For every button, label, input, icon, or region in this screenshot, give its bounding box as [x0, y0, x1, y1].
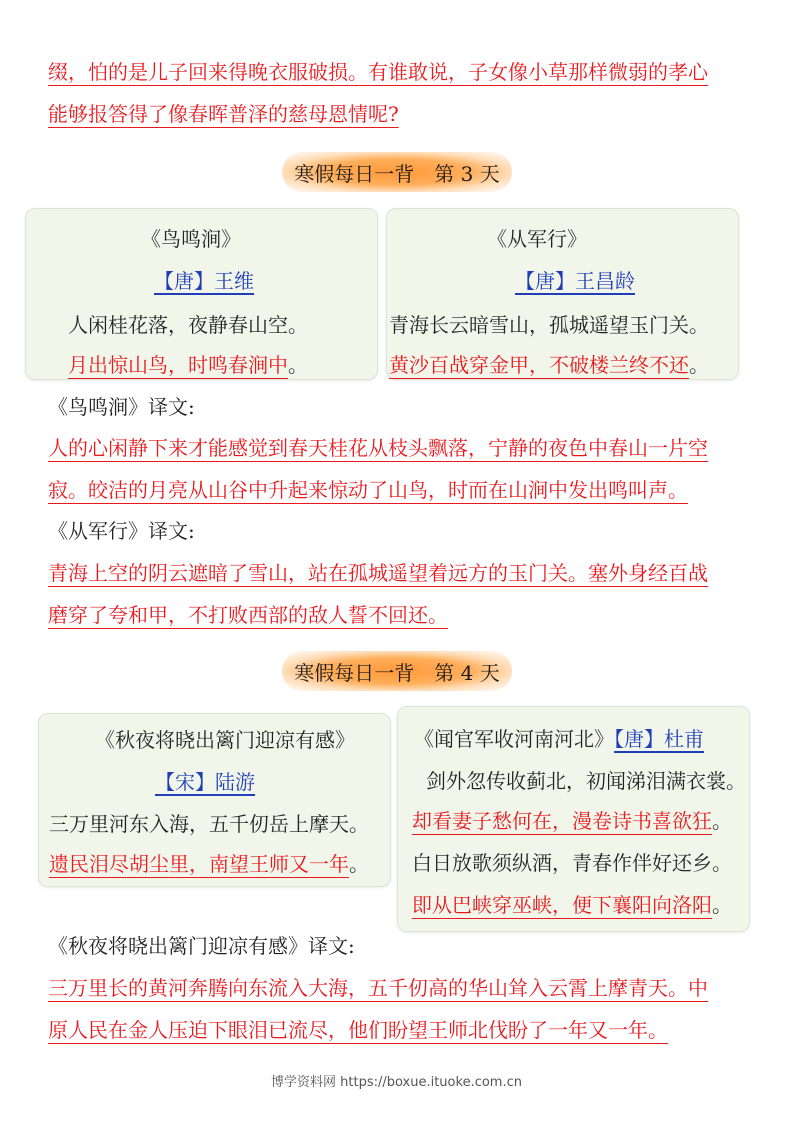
poem-line-recite: 月出惊山鸟，时鸣春涧中。 — [68, 353, 308, 377]
translation-line: 青海上空的阴云遮暗了雪山，站在孤城遥望着远方的玉门关。塞外身经百战 — [48, 561, 708, 585]
poem-author: 【唐】王维 — [154, 269, 254, 293]
translation-line: 寂。皎洁的月亮从山谷中升起来惊动了山鸟，时而在山涧中发出鸣叫声。 — [48, 478, 688, 502]
translation-line: 磨穿了夸和甲，不打败西部的敌人誓不回还。 — [48, 603, 448, 627]
translation-line: 原人民在金人压迫下眼泪已流尽，他们盼望王师北伐盼了一年又一年。 — [48, 1018, 668, 1042]
translation-label: 《鸟鸣涧》译文: — [48, 395, 195, 419]
intro-line-2: 能够报答得了像春晖普泽的慈母恩情呢? — [48, 102, 399, 126]
day4-header-day: 第 4 天 — [434, 660, 500, 685]
intro-line-1: 缀，怕的是儿子回来得晚衣服破损。有谁敢说，子女像小草那样微弱的孝心 — [48, 60, 708, 84]
day3-header-title: 寒假每日一背 — [294, 161, 415, 186]
poem-line: 白日放歌须纵酒，青春作伴好还乡。 — [412, 851, 732, 875]
poem-line: 青海长云暗雪山，孤城遥望玉门关。 — [389, 313, 709, 337]
poem-line: 三万里河东入海，五千仞岳上摩天。 — [49, 812, 369, 836]
poem-title: 《闻官军收河南河北》 — [414, 727, 614, 751]
poem-card-congjunxing — [386, 208, 739, 380]
translation-line: 三万里长的黄河奔腾向东流入大海，五千仞高的华山耸入云霄上摩青天。中 — [48, 976, 708, 1000]
day3-header-day: 第 3 天 — [434, 161, 500, 186]
page-footer: 博学资料网 https://boxue.ituoke.com.cn — [271, 1075, 522, 1090]
translation-label: 《秋夜将晓出篱门迎凉有感》译文: — [48, 934, 355, 958]
day4-header — [282, 651, 512, 691]
poem-title: 《秋夜将晓出篱门迎凉有感》 — [95, 728, 355, 752]
poem-line-recite: 却看妻子愁何在，漫卷诗书喜欲狂。 — [412, 809, 732, 833]
translation-line: 人的心闲静下来才能感觉到春天桂花从枝头飘落，宁静的夜色中春山一片空 — [48, 436, 708, 460]
poem-line-recite: 即从巴峡穿巫峡，便下襄阳向洛阳。 — [412, 893, 732, 917]
poem-line: 剑外忽传收蓟北，初闻涕泪满衣裳。 — [426, 769, 746, 793]
poem-author: 【宋】陆游 — [155, 770, 255, 794]
poem-title: 《鸟鸣涧》 — [141, 227, 241, 251]
poem-line: 人闲桂花落，夜静春山空。 — [68, 313, 308, 337]
poem-author: 【唐】王昌龄 — [515, 269, 635, 293]
day3-header — [282, 152, 512, 192]
translation-label: 《从军行》译文: — [48, 519, 195, 543]
poem-line-recite: 黄沙百战穿金甲，不破楼兰终不还。 — [389, 353, 709, 377]
poem-card-wenguanjun — [397, 706, 750, 932]
poem-title: 《从军行》 — [487, 227, 587, 251]
poem-author: 【唐】杜甫 — [614, 727, 704, 751]
poem-card-niaomingjian — [25, 208, 378, 380]
day4-header-title: 寒假每日一背 — [294, 660, 415, 685]
poem-line-recite: 遗民泪尽胡尘里，南望王师又一年。 — [49, 852, 369, 876]
poem-title-row — [414, 723, 704, 752]
poem-card-qiuye — [38, 713, 391, 887]
